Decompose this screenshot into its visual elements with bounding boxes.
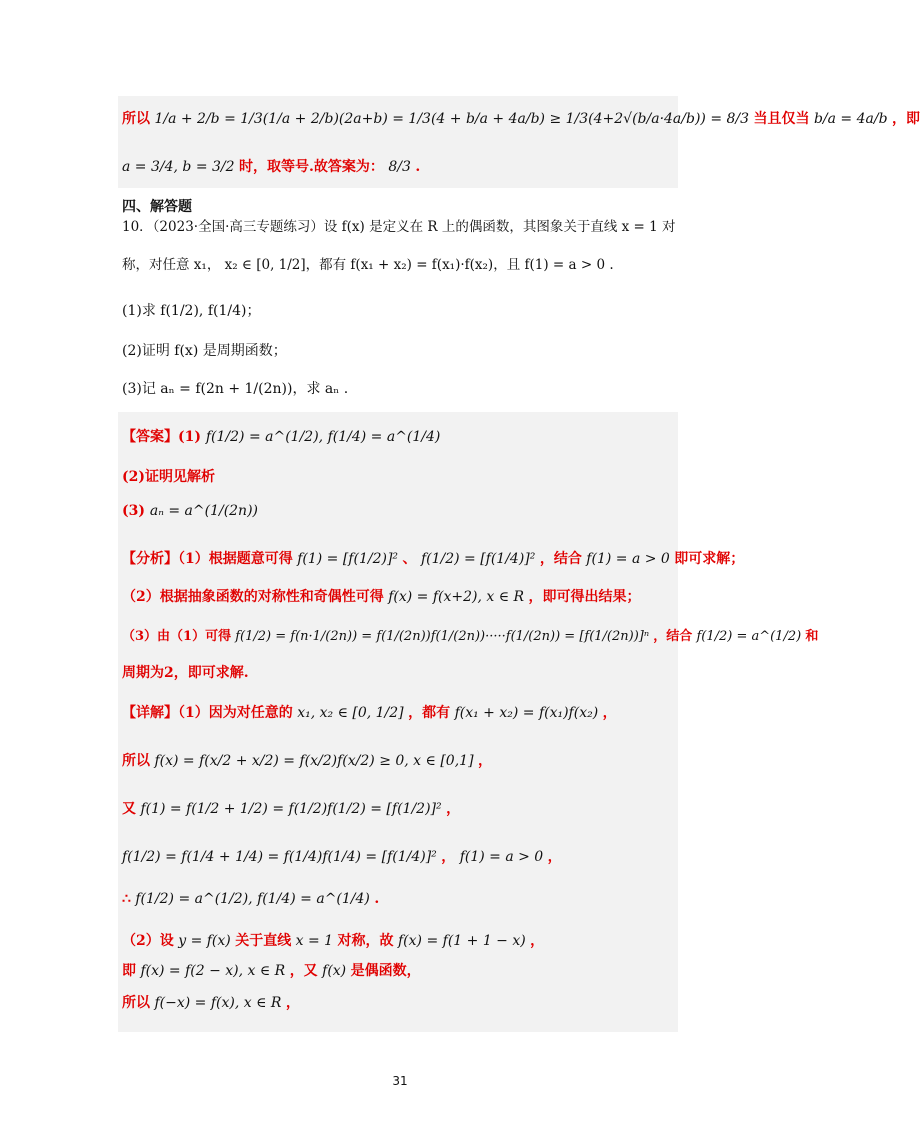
detail3-text-a: 又 <box>122 801 136 817</box>
detail-line-3 <box>122 800 460 818</box>
detail1-text-a: 【详解】（1）因为对任意的 <box>122 705 293 721</box>
detail2-text-a: 所以 <box>122 753 150 769</box>
answer-value: 8/3 <box>388 159 411 175</box>
analysis3-text-b: ，结合 <box>653 629 693 644</box>
question-2: (2)证明 f(x) 是周期函数； <box>122 343 287 359</box>
detail7-text-c: 是偶函数， <box>350 963 421 979</box>
detail8-text-a: 所以 <box>122 995 150 1011</box>
detail1-text-c: ， <box>602 705 617 721</box>
text-end: ，即 <box>892 111 920 127</box>
analysis-text-c: ，结合 <box>539 551 582 567</box>
detail-line-4 <box>122 848 562 866</box>
solution-line-2 <box>122 158 420 176</box>
detail7-math: f(x) = f(2 − x), x ∈ R <box>140 963 286 979</box>
text-condition-label: 当且仅当 <box>753 111 810 127</box>
detail5-text-b: . <box>374 891 380 907</box>
analysis-line-1 <box>122 550 744 568</box>
therefore-symbol: ∴ <box>122 891 131 907</box>
detail6-text-a: （2）设 <box>122 933 174 949</box>
analysis3-math-2: f(1/2) = a^(1/2) <box>696 629 802 644</box>
analysis3-math: f(1/2) = f(n·1/(2n)) = f(1/(2n))f(1/(2n))·····f(1/(2n)) = [f(1/(2n))]ⁿ <box>235 629 650 644</box>
answer-line-1 <box>122 428 440 446</box>
answer-line-2: (2)证明见解析 <box>122 469 215 485</box>
answer-3-math: aₙ = a^(1/(2n)) <box>149 503 258 519</box>
analysis2-text-a: （2）根据抽象函数的对称性和奇偶性可得 <box>122 589 384 605</box>
question-1: (1)求 f(1/2), f(1/4)； <box>122 303 261 319</box>
detail4-math-2: f(1) = a > 0 <box>459 849 544 865</box>
detail3-math: f(1) = f(1/2 + 1/2) = f(1/2)f(1/2) = [f(1/2)]² <box>140 801 442 817</box>
values-expression: a = 3/4, b = 3/2 <box>122 159 235 175</box>
detail7-text-a: 即 <box>122 963 136 979</box>
analysis-text-a: 【分析】（1）根据题意可得 <box>122 551 293 567</box>
detail4-text-b: ， <box>441 849 456 865</box>
answer-1-math: f(1/2) = a^(1/2), f(1/4) = a^(1/4) <box>205 429 441 445</box>
text-period: . <box>415 159 421 175</box>
problem-line-2: 称，对任意 x₁， x₂ ∈ [0, 1/2]，都有 f(x₁ + x₂) = f(x₁)·f(x₂)，且 f(1) = a > 0 . <box>122 257 614 273</box>
analysis-line-2 <box>122 588 641 606</box>
analysis-line-4: 周期为2，即可求解. <box>122 665 249 681</box>
analysis-math-1: f(1) = [f(1/2)]² <box>297 551 399 567</box>
detail6-math-3: f(x) = f(1 + 1 − x) <box>398 933 526 949</box>
detail1-math-1: x₁, x₂ ∈ [0, 1/2] <box>297 705 404 721</box>
answer-3-label: (3) <box>122 503 150 519</box>
detail8-text-b: ， <box>285 995 300 1011</box>
detail4-math: f(1/2) = f(1/4 + 1/4) = f(1/4)f(1/4) = [f(1/4)]² <box>122 849 437 865</box>
analysis-line-3 <box>122 628 818 646</box>
equality-condition: b/a = 4a/b <box>813 111 888 127</box>
question-3: (3)记 aₙ = f(2n + 1/(2n))，求 aₙ . <box>122 381 349 397</box>
problem-line-1: 10．（2023·全国·高三专题练习）设 f(x) 是定义在 R 上的偶函数，其图象关于直线 x = 1 对 <box>122 219 676 235</box>
solution-line-1 <box>122 110 920 128</box>
analysis2-text-b: ，即可得出结果； <box>528 589 641 605</box>
detail7-math-2: f(x) <box>322 963 347 979</box>
analysis-math-3: f(1) = a > 0 <box>586 551 670 567</box>
text-conclusion: 时，取等号.故答案为： <box>239 159 384 175</box>
detail-line-6 <box>122 932 544 950</box>
detail7-text-b: ，又 <box>289 963 318 979</box>
detail6-text-b: 关于直线 <box>235 933 292 949</box>
detail1-math-2: f(x₁ + x₂) = f(x₁)f(x₂) <box>454 705 599 721</box>
text-prefix: 所以 <box>122 111 150 127</box>
detail6-math-1: y = f(x) <box>178 933 231 949</box>
detail-line-1 <box>122 704 617 722</box>
detail2-math: f(x) = f(x/2 + x/2) = f(x/2)f(x/2) ≥ 0, x ∈ [0,1] <box>154 753 474 769</box>
answer-line-3 <box>122 502 258 520</box>
section-title: 四、解答题 <box>122 199 192 215</box>
detail6-text-d: ， <box>530 933 545 949</box>
analysis-math-2: f(1/2) = [f(1/4)]² <box>420 551 536 567</box>
detail2-text-b: ， <box>477 753 492 769</box>
detail-line-5 <box>122 890 379 908</box>
page-number: 31 <box>392 1074 408 1088</box>
detail6-math-2: x = 1 <box>295 933 334 949</box>
analysis3-text-a: （3）由（1）可得 <box>122 629 232 644</box>
analysis-text-b: 、 <box>402 551 417 567</box>
detail6-text-c: 对称，故 <box>337 933 394 949</box>
analysis-text-d: 即可求解； <box>674 551 745 567</box>
detail5-math: f(1/2) = a^(1/2), f(1/4) = a^(1/4) <box>135 891 370 907</box>
detail-line-7 <box>122 962 421 980</box>
answer-label: 【答案】(1) <box>122 429 206 445</box>
detail3-text-b: ， <box>446 801 461 817</box>
inequality-expression: 1/a + 2/b = 1/3(1/a + 2/b)(2a+b) = 1/3(4 + b/a + 4a/b) ≥ 1/3(4+2√(b/a·4a/b)) = 8/3 <box>154 111 750 127</box>
analysis2-math: f(x) = f(x+2), x ∈ R <box>388 589 525 605</box>
detail8-math: f(−x) = f(x), x ∈ R <box>154 995 282 1011</box>
detail1-text-b: ，都有 <box>408 705 451 721</box>
detail-line-2 <box>122 752 492 770</box>
analysis3-text-c: 和 <box>805 629 819 644</box>
detail4-text-c: ， <box>547 849 562 865</box>
detail-line-8 <box>122 994 300 1012</box>
